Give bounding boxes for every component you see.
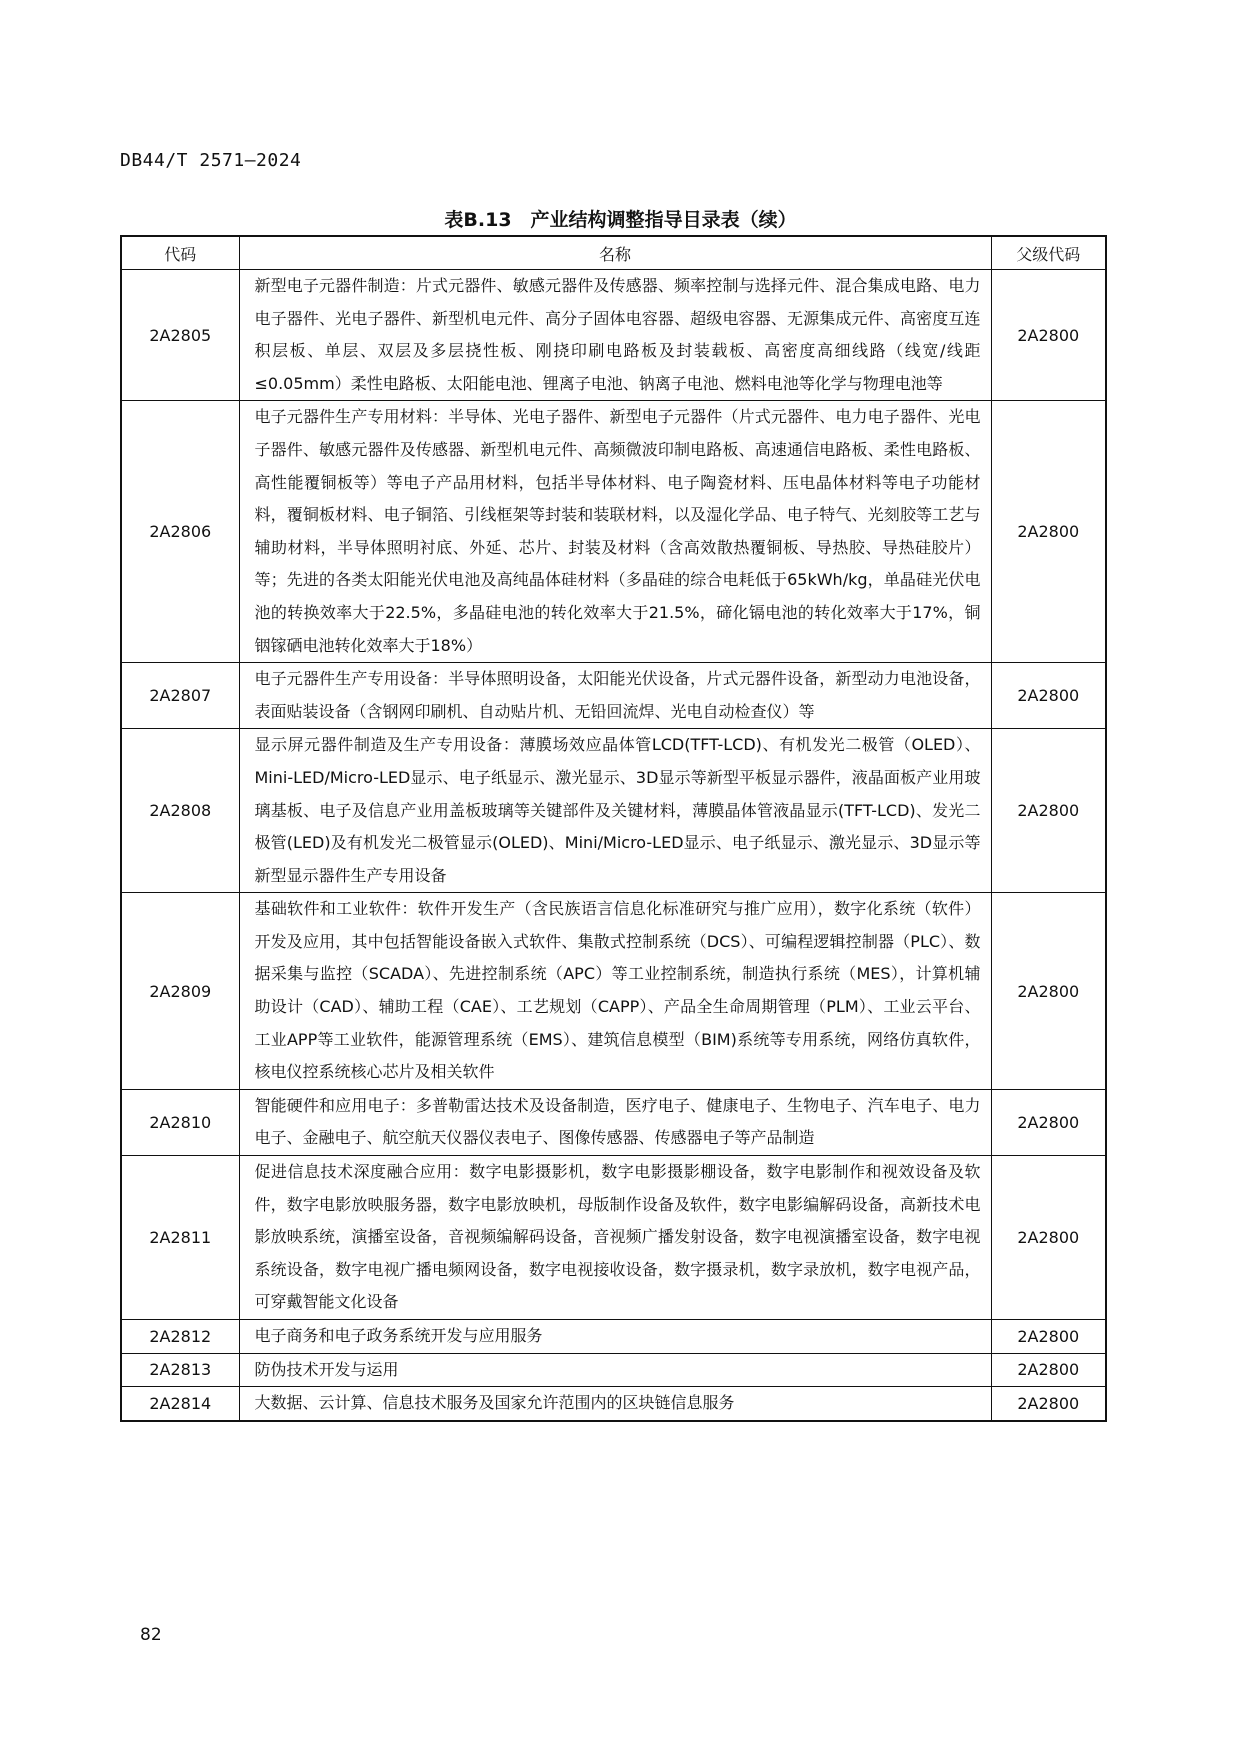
cell-parent-code: 2A2800 — [991, 1320, 1106, 1354]
table-row — [121, 1320, 1106, 1354]
cell-parent-code: 2A2800 — [991, 1387, 1106, 1421]
cell-parent-code: 2A2800 — [991, 1353, 1106, 1387]
column-header-code: 代码 — [121, 236, 239, 270]
table-row — [121, 1353, 1106, 1387]
cell-code: 2A2806 — [121, 401, 239, 663]
industry-catalog-table — [120, 235, 1107, 1422]
table-title: 表B.13 产业结构调整指导目录表（续） — [444, 209, 797, 231]
table-row — [121, 729, 1106, 893]
page-number: 82 — [140, 1625, 162, 1645]
table-header-row — [121, 236, 1106, 270]
table-row — [121, 893, 1106, 1090]
cell-code: 2A2811 — [121, 1156, 239, 1320]
table-row — [121, 1387, 1106, 1421]
cell-name: 促进信息技术深度融合应用：数字电影摄影机，数字电影摄影棚设备，数字电影制作和视效设备及软件，数字电影放映服务器，数字电影放映机，母版制作设备及软件，数字电影编解码设备，高新技术电影放映系统，演播室设备，音视频编解码设备，音视频广播发射设备，数字电视演播室设备，数字电视系统设备，数字电视广播电频网设备，数字电视接收设备，数字摄录机，数字录放机，数字电视产品，可穿戴智能文化设备 — [239, 1156, 991, 1320]
cell-name: 电子商务和电子政务系统开发与应用服务 — [239, 1320, 991, 1354]
cell-parent-code: 2A2800 — [991, 729, 1106, 893]
cell-name: 显示屏元器件制造及生产专用设备：薄膜场效应晶体管LCD(TFT-LCD)、有机发光二极管（OLED）、Mini-LED/Micro-LED显示、电子纸显示、激光显示、3D显示等新型平板显示器件，液晶面板产业用玻璃基板、电子及信息产业用盖板玻璃等关键部件及关键材料，薄膜晶体管液晶显示(TFT-LCD)、发光二极管(LED)及有机发光二极管显示(OLED)、Mini/Micro-LED显示、电子纸显示、激光显示、3D显示等新型显示器件生产专用设备 — [239, 729, 991, 893]
cell-code: 2A2810 — [121, 1089, 239, 1155]
cell-name: 智能硬件和应用电子：多普勒雷达技术及设备制造，医疗电子、健康电子、生物电子、汽车电子、电力电子、金融电子、航空航天仪器仪表电子、图像传感器、传感器电子等产品制造 — [239, 1089, 991, 1155]
table-row — [121, 270, 1106, 401]
cell-parent-code: 2A2800 — [991, 401, 1106, 663]
column-header-name: 名称 — [239, 236, 991, 270]
table-row — [121, 663, 1106, 729]
cell-code: 2A2805 — [121, 270, 239, 401]
cell-code: 2A2812 — [121, 1320, 239, 1354]
cell-code: 2A2809 — [121, 893, 239, 1090]
cell-code: 2A2813 — [121, 1353, 239, 1387]
cell-parent-code: 2A2800 — [991, 270, 1106, 401]
cell-name: 电子元器件生产专用材料：半导体、光电子器件、新型电子元器件（片式元器件、电力电子器件、光电子器件、敏感元器件及传感器、新型机电元件、高频微波印制电路板、高速通信电路板、柔性电路板、高性能覆铜板等）等电子产品用材料，包括半导体材料、电子陶瓷材料、压电晶体材料等电子功能材料，覆铜板材料、电子铜箔、引线框架等封装和装联材料，以及湿化学品、电子特气、光刻胶等工艺与辅助材料，半导体照明衬底、外延、芯片、封装及材料（含高效散热覆铜板、导热胶、导热硅胶片）等；先进的各类太阳能光伏电池及高纯晶体硅材料（多晶硅的综合电耗低于65kWh/kg，单晶硅光伏电池的转换效率大于22.5%，多晶硅电池的转化效率大于21.5%，碲化镉电池的转化效率大于17%，铜铟镓硒电池转化效率大于18%） — [239, 401, 991, 663]
cell-name: 基础软件和工业软件：软件开发生产（含民族语言信息化标准研究与推广应用），数字化系统（软件）开发及应用，其中包括智能设备嵌入式软件、集散式控制系统（DCS）、可编程逻辑控制器（PLC）、数据采集与监控（SCADA）、先进控制系统（APC）等工业控制系统，制造执行系统（MES），计算机辅助设计（CAD）、辅助工程（CAE）、工艺规划（CAPP）、产品全生命周期管理（PLM）、工业云平台、工业APP等工业软件，能源管理系统（EMS）、建筑信息模型（BIM)系统等专用系统，网络仿真软件，核电仪控系统核心芯片及相关软件 — [239, 893, 991, 1090]
cell-parent-code: 2A2800 — [991, 893, 1106, 1090]
table-row — [121, 401, 1106, 663]
cell-parent-code: 2A2800 — [991, 1156, 1106, 1320]
table-row — [121, 1156, 1106, 1320]
cell-code: 2A2807 — [121, 663, 239, 729]
cell-name: 防伪技术开发与运用 — [239, 1353, 991, 1387]
cell-parent-code: 2A2800 — [991, 1089, 1106, 1155]
cell-name: 大数据、云计算、信息技术服务及国家允许范围内的区块链信息服务 — [239, 1387, 991, 1421]
document-id: DB44/T 2571—2024 — [120, 150, 302, 171]
cell-code: 2A2808 — [121, 729, 239, 893]
table-row — [121, 1089, 1106, 1155]
column-header-parent-code: 父级代码 — [991, 236, 1106, 270]
cell-name: 电子元器件生产专用设备：半导体照明设备，太阳能光伏设备，片式元器件设备，新型动力电池设备，表面贴装设备（含钢网印刷机、自动贴片机、无铅回流焊、光电自动检查仪）等 — [239, 663, 991, 729]
cell-parent-code: 2A2800 — [991, 663, 1106, 729]
cell-code: 2A2814 — [121, 1387, 239, 1421]
cell-name: 新型电子元器件制造：片式元器件、敏感元器件及传感器、频率控制与选择元件、混合集成电路、电力电子器件、光电子器件、新型机电元件、高分子固体电容器、超级电容器、无源集成元件、高密度互连积层板、单层、双层及多层挠性板、刚挠印刷电路板及封装载板、高密度高细线路（线宽/线距≤0.05mm）柔性电路板、太阳能电池、锂离子电池、钠离子电池、燃料电池等化学与物理电池等 — [239, 270, 991, 401]
